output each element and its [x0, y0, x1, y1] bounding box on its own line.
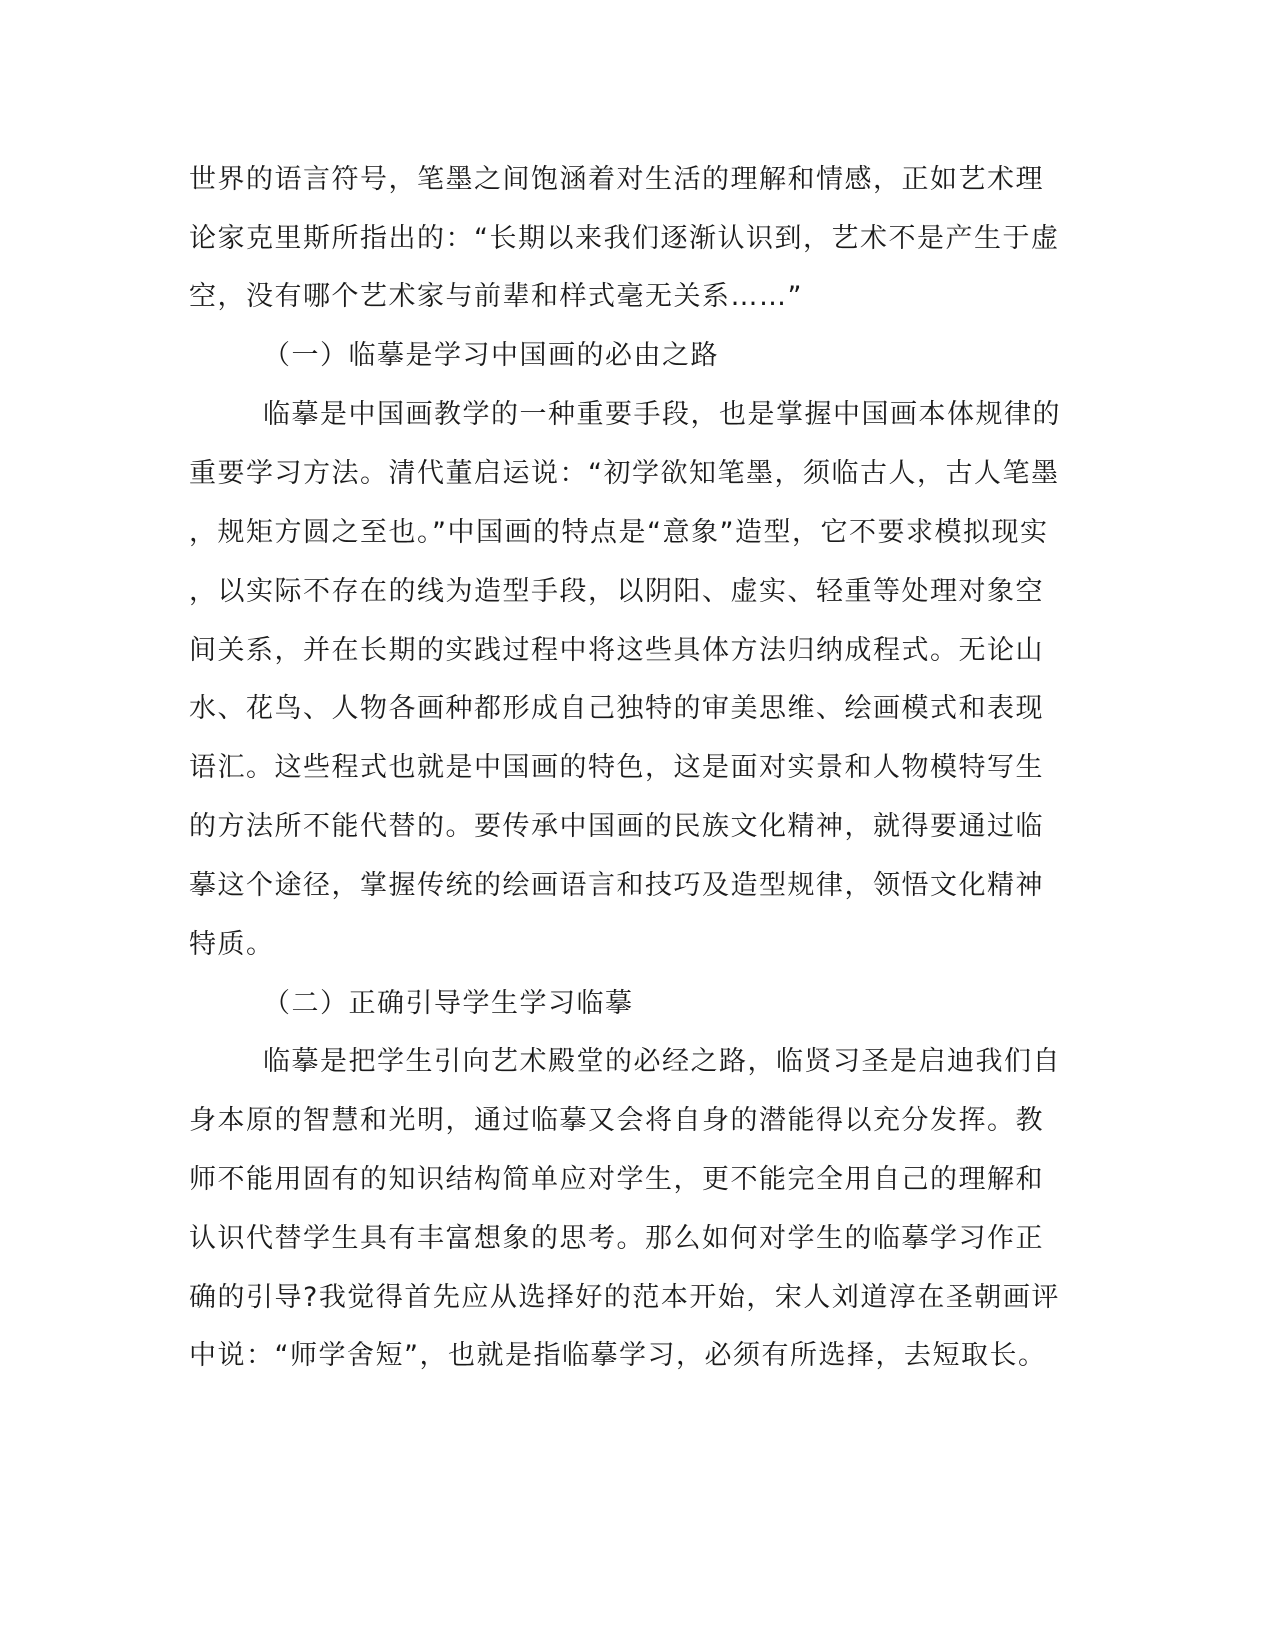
- section-heading: （一）临摹是学习中国画的必由之路: [263, 340, 719, 371]
- paragraph-line: 身本原的智慧和光明，通过临摹又会将自身的潜能得以充分发挥。教: [189, 1105, 1044, 1136]
- paragraph-line: ，规矩方圆之至也。”中国画的特点是“意象”造型，它不要求模拟现实: [189, 517, 1049, 548]
- paragraph-line: 确的引导?我觉得首先应从选择好的范本开始，宋人刘道淳在圣朝画评: [189, 1282, 1060, 1313]
- paragraph-line: 语汇。这些程式也就是中国画的特色，这是面对实景和人物模特写生: [189, 752, 1044, 783]
- paragraph-line: 临摹是中国画教学的一种重要手段，也是掌握中国画本体规律的: [263, 399, 1061, 430]
- paragraph-line: 空，没有哪个艺术家与前辈和样式毫无关系……”: [189, 281, 803, 312]
- paragraph-line: 的方法所不能代替的。要传承中国画的民族文化精神，就得要通过临: [189, 811, 1044, 842]
- paragraph-line: 论家克里斯所指出的：“长期以来我们逐渐认识到，艺术不是产生于虚: [189, 223, 1060, 254]
- paragraph-line: 认识代替学生具有丰富想象的思考。那么如何对学生的临摹学习作正: [189, 1223, 1044, 1254]
- paragraph-line: ，以实际不存在的线为造型手段，以阴阳、虚实、轻重等处理对象空: [189, 576, 1044, 607]
- paragraph-line: 水、花鸟、人物各画种都形成自己独特的审美思维、绘画模式和表现: [189, 693, 1044, 724]
- section-heading: （二）正确引导学生学习临摹: [263, 988, 634, 1019]
- paragraph-line: 中说：“师学舍短”，也就是指临摹学习，必须有所选择，去短取长。: [189, 1340, 1047, 1371]
- paragraph-line: 重要学习方法。清代董启运说：“初学欲知笔墨，须临古人，古人笔墨: [189, 458, 1060, 489]
- paragraph-line: 特质。: [189, 929, 275, 960]
- paragraph-line: 世界的语言符号，笔墨之间饱涵着对生活的理解和情感，正如艺术理: [189, 164, 1044, 195]
- paragraph-line: 摹这个途径，掌握传统的绘画语言和技巧及造型规律，领悟文化精神: [189, 870, 1044, 901]
- paragraph-line: 间关系，并在长期的实践过程中将这些具体方法归纳成程式。无论山: [189, 635, 1044, 666]
- paragraph-line: 临摹是把学生引向艺术殿堂的必经之路，临贤习圣是启迪我们自: [263, 1046, 1061, 1077]
- paragraph-line: 师不能用固有的知识结构简单应对学生，更不能完全用自己的理解和: [189, 1164, 1044, 1195]
